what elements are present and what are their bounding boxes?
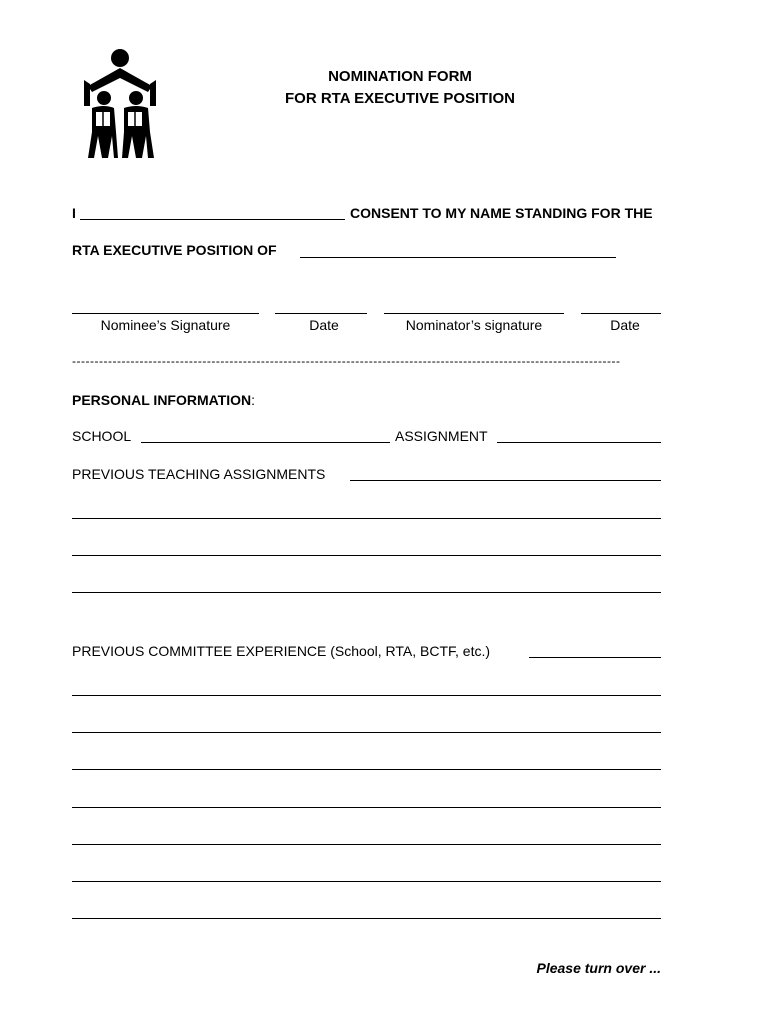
previous-committee-line[interactable] bbox=[72, 769, 661, 770]
assignment-label: ASSIGNMENT bbox=[395, 428, 488, 444]
position-label: RTA EXECUTIVE POSITION OF bbox=[72, 242, 277, 258]
form-title-line1: NOMINATION FORM bbox=[328, 68, 472, 85]
personal-info-heading: PERSONAL INFORMATION: bbox=[72, 392, 256, 408]
position-field[interactable] bbox=[300, 257, 616, 258]
previous-teaching-line[interactable] bbox=[72, 518, 661, 519]
consent-prefix: I bbox=[72, 205, 76, 221]
previous-teaching-line[interactable] bbox=[72, 555, 661, 556]
date-label-2: Date bbox=[610, 317, 640, 333]
assignment-field[interactable] bbox=[497, 442, 661, 443]
date-label-1: Date bbox=[309, 317, 339, 333]
dashed-separator: -------------------------------------------------------------------------------------------------------------------------- bbox=[72, 354, 621, 368]
previous-committee-line[interactable] bbox=[72, 732, 661, 733]
nominator-date-field[interactable] bbox=[581, 313, 661, 314]
nominator-signature-field[interactable] bbox=[384, 313, 564, 314]
previous-committee-line[interactable] bbox=[72, 918, 661, 919]
turn-over-note: Please turn over ... bbox=[536, 960, 661, 976]
school-label: SCHOOL bbox=[72, 428, 132, 444]
previous-committee-label: PREVIOUS COMMITTEE EXPERIENCE (School, RTA, BCTF, etc.) bbox=[72, 643, 491, 659]
previous-teaching-field[interactable] bbox=[350, 480, 661, 481]
nominator-signature-label: Nominator’s signature bbox=[405, 317, 543, 333]
school-field[interactable] bbox=[141, 442, 390, 443]
form-title-line2: FOR RTA EXECUTIVE POSITION bbox=[284, 90, 516, 107]
nominee-signature-field[interactable] bbox=[72, 313, 259, 314]
previous-committee-line[interactable] bbox=[72, 881, 661, 882]
previous-teaching-line[interactable] bbox=[72, 592, 661, 593]
previous-teaching-label: PREVIOUS TEACHING ASSIGNMENTS bbox=[72, 466, 326, 482]
nominee-date-field[interactable] bbox=[275, 313, 367, 314]
people-logo-icon bbox=[80, 46, 160, 161]
consent-text: CONSENT TO MY NAME STANDING FOR THE bbox=[350, 205, 653, 221]
previous-committee-line[interactable] bbox=[72, 695, 661, 696]
nominee-name-field[interactable] bbox=[80, 219, 345, 220]
previous-committee-line[interactable] bbox=[72, 844, 661, 845]
previous-committee-line[interactable] bbox=[72, 807, 661, 808]
nominee-signature-label: Nominee’s Signature bbox=[100, 317, 231, 333]
previous-committee-field[interactable] bbox=[529, 657, 661, 658]
